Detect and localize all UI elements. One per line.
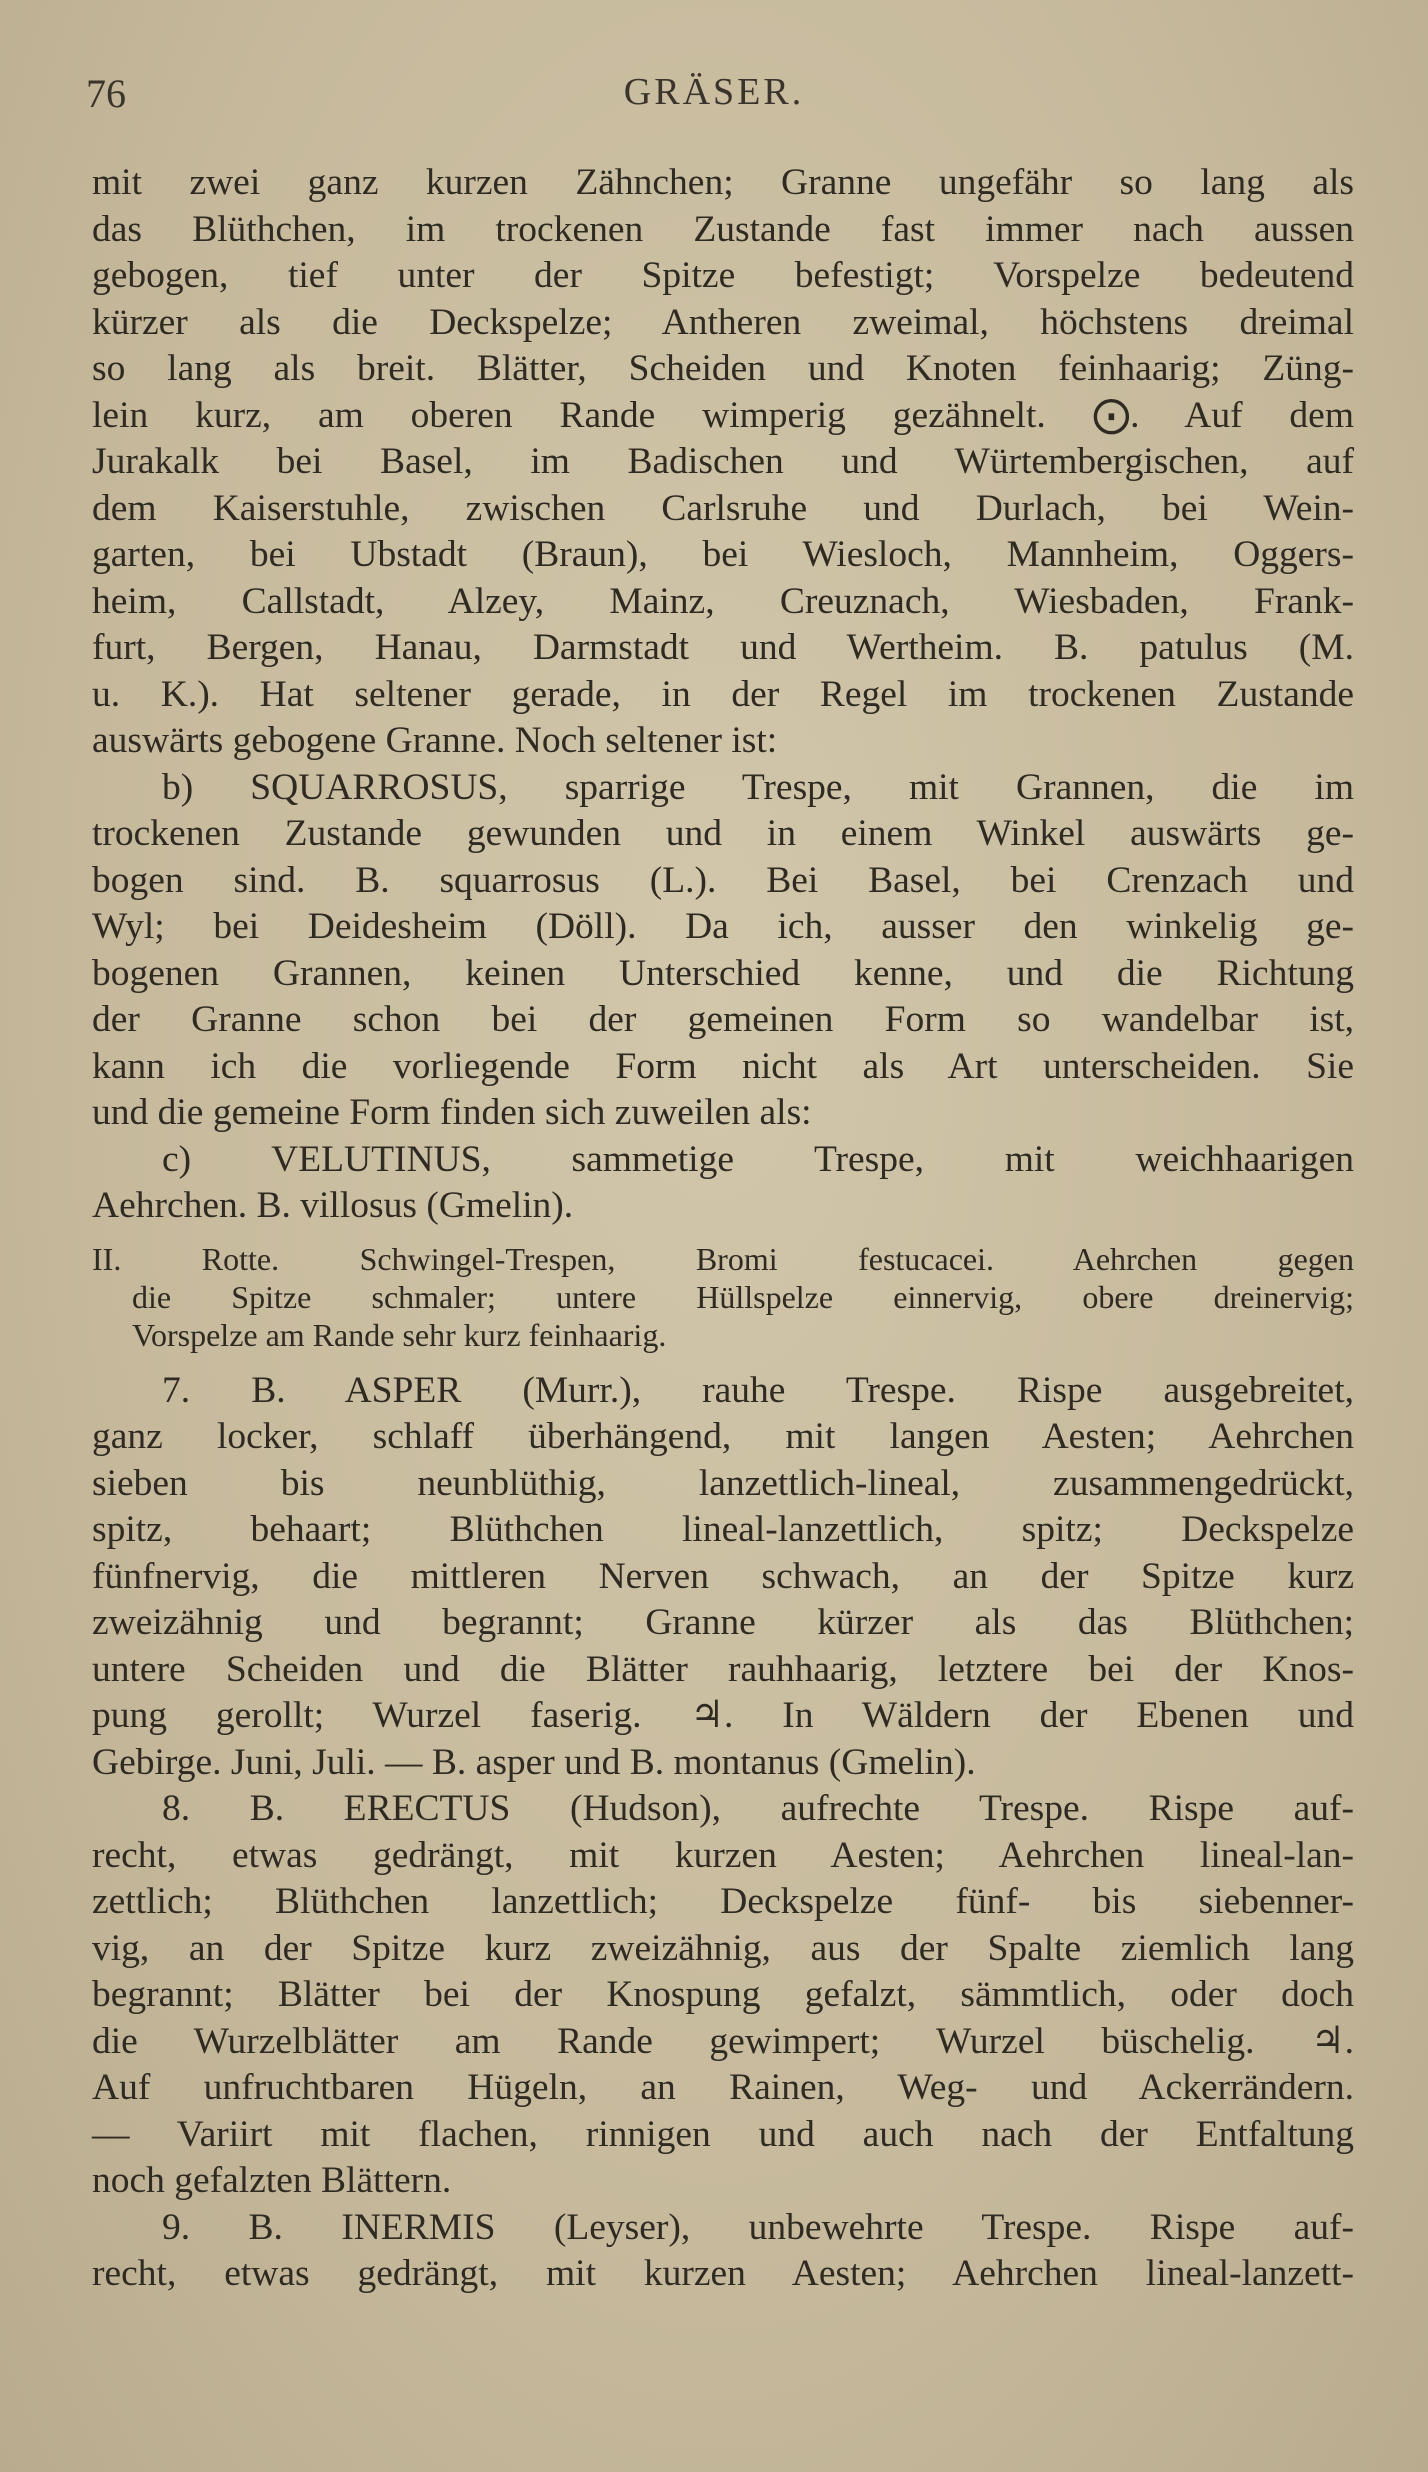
text-line: das Blüthchen, im trockenen Zustande fast immer nach aussen [92, 208, 1354, 250]
text-body [92, 160, 1354, 2298]
text-line: Gebirge. Juni, Juli. — B. asper und B. montanus (Gmelin). [92, 1741, 976, 1783]
text-line: und die gemeine Form finden sich zuweilen als: [92, 1092, 812, 1133]
page-number: 76 [86, 71, 126, 116]
text-line: so lang als breit. Blätter, Scheiden und Knoten feinhaarig; Züng- [92, 348, 1354, 389]
text-line: lein kurz, am oberen Rande wimperig gezähnelt. ⨀. Auf dem [92, 394, 1354, 436]
text-line: recht, etwas gedrängt, mit kurzen Aesten; Aehrchen lineal-lan- [92, 1834, 1354, 1876]
text-line: zettlich; Blüthchen lanzettlich; Deckspelze fünf- bis siebenner- [92, 1881, 1354, 1922]
text-line: bogenen Grannen, keinen Unterschied kenne, und die Richtung [92, 952, 1354, 994]
variety-b-line: b) SQUARROSUS, sparrige Trespe, mit Grannen, die im [162, 766, 1354, 808]
text-line: bogen sind. B. squarrosus (L.). Bei Basel, bei Crenzach und [92, 859, 1354, 901]
text-line: zweizähnig und begrannt; Granne kürzer als das Blüthchen; [92, 1602, 1354, 1643]
text-line: pung gerollt; Wurzel faserig. ♃. In Wäldern der Ebenen und [92, 1695, 1354, 1736]
text-line: mit zwei ganz kurzen Zähnchen; Granne ungefähr so lang als [92, 162, 1354, 203]
species-9-heading: 9. B. INERMIS (Leyser), unbewehrte Trespe. Rispe auf- [162, 2206, 1354, 2248]
section-text-line: Vorspelze am Rande sehr kurz feinhaarig. [132, 1316, 667, 1353]
text-line: vig, an der Spitze kurz zweizähnig, aus der Spalte ziemlich lang [92, 1927, 1354, 1969]
text-line: spitz, behaart; Blüthchen lineal-lanzettlich, spitz; Deckspelze [92, 1509, 1354, 1550]
text-line: Auf unfruchtbaren Hügeln, an Rainen, Weg- und Ackerrändern. [92, 2067, 1354, 2108]
text-line: u. K.). Hat seltener gerade, in der Regel im trockenen Zustande [92, 673, 1354, 715]
page-header [0, 70, 1428, 130]
text-line: Wyl; bei Deidesheim (Döll). Da ich, ausser den winkelig ge- [92, 906, 1354, 947]
species-8-heading: 8. B. ERECTUS (Hudson), aufrechte Trespe. Rispe auf- [162, 1788, 1354, 1829]
running-title: GRÄSER. [623, 71, 805, 113]
species-7-heading: 7. B. ASPER (Murr.), rauhe Trespe. Rispe ausgebreitet, [162, 1369, 1354, 1411]
section-heading-rotte-ii: II. Rotte. Schwingel-Trespen, Bromi festucacei. Aehrchen gegen [92, 1240, 1354, 1277]
text-line: begrannt; Blätter bei der Knospung gefalzt, sämmtlich, oder doch [92, 1974, 1354, 2015]
text-line: Aehrchen. B. villosus (Gmelin). [92, 1185, 574, 1226]
variety-c-line: c) VELUTINUS, sammetige Trespe, mit weichhaarigen [162, 1138, 1354, 1180]
text-line: die Wurzelblätter am Rande gewimpert; Wurzel büschelig. ♃. [92, 2020, 1354, 2062]
text-line: dem Kaiserstuhle, zwischen Carlsruhe und Durlach, bei Wein- [92, 487, 1354, 529]
text-line: heim, Callstadt, Alzey, Mainz, Creuznach, Wiesbaden, Frank- [92, 580, 1354, 622]
text-line: der Granne schon bei der gemeinen Form so wandelbar ist, [92, 999, 1354, 1040]
text-line: kann ich die vorliegende Form nicht als Art unterscheiden. Sie [92, 1045, 1354, 1087]
text-line: furt, Bergen, Hanau, Darmstadt und Wertheim. B. patulus (M. [92, 627, 1354, 668]
text-line: gebogen, tief unter der Spitze befestigt; Vorspelze bedeutend [92, 255, 1354, 296]
section-text-line: die Spitze schmaler; untere Hüllspelze einnervig, obere dreinervig; [132, 1278, 1354, 1315]
text-line: ganz locker, schlaff überhängend, mit langen Aesten; Aehrchen [92, 1416, 1354, 1457]
text-line: — Variirt mit flachen, rinnigen und auch nach der Entfaltung [92, 2113, 1354, 2155]
text-line: auswärts gebogene Granne. Noch seltener ist: [92, 720, 778, 761]
text-line: trockenen Zustande gewunden und in einem Winkel auswärts ge- [92, 813, 1354, 854]
text-line: kürzer als die Deckspelze; Antheren zweimal, höchstens dreimal [92, 301, 1354, 343]
text-line: untere Scheiden und die Blätter rauhhaarig, letztere bei der Knos- [92, 1648, 1354, 1690]
text-line: recht, etwas gedrängt, mit kurzen Aesten; Aehrchen lineal-lanzett- [92, 2253, 1354, 2294]
text-line: fünfnervig, die mittleren Nerven schwach, an der Spitze kurz [92, 1555, 1354, 1597]
text-line: Jurakalk bei Basel, im Badischen und Würtembergischen, auf [92, 441, 1354, 482]
text-line: garten, bei Ubstadt (Braun), bei Wiesloch, Mannheim, Oggers- [92, 534, 1354, 575]
text-line: noch gefalzten Blättern. [92, 2160, 452, 2201]
text-line: sieben bis neunblüthig, lanzettlich-lineal, zusammengedrückt, [92, 1462, 1354, 1504]
